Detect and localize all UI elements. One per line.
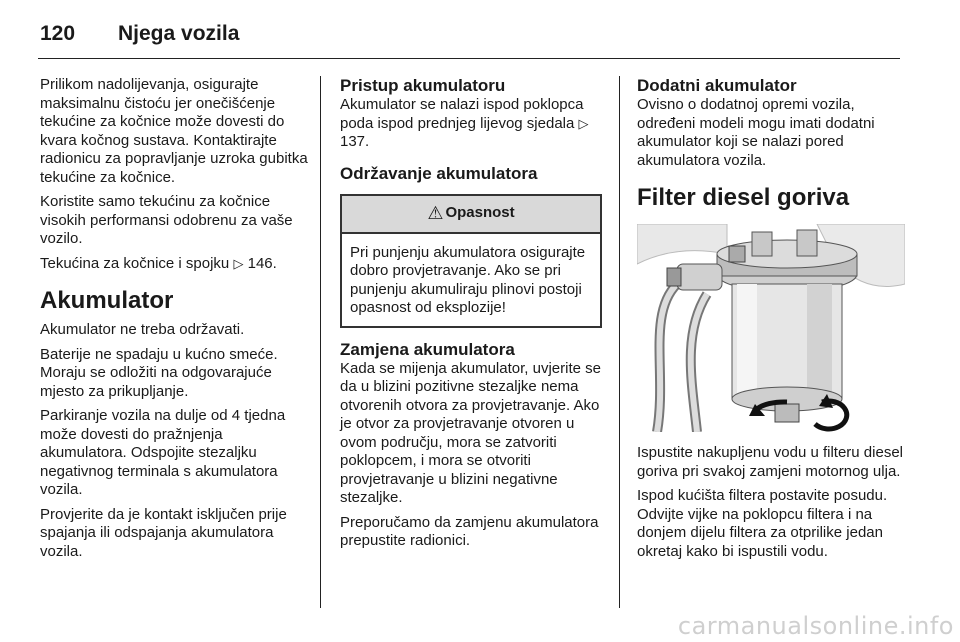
subsection-heading: Održavanje akumulatora [340, 163, 538, 183]
section-heading: Akumulator [40, 287, 174, 314]
column-2 [340, 76, 605, 557]
subsection-heading: Dodatni akumulator [637, 76, 797, 95]
page-number: 120 [40, 22, 76, 45]
section-heading: Filter diesel goriva [637, 184, 850, 211]
paragraph-text: Akumulator se nalazi ispod poklopca poda ispod prednjeg lijevog sjedala [340, 96, 584, 132]
page-reference[interactable]: 146. [247, 254, 277, 272]
fuel-filter-illustration [637, 224, 905, 432]
page-reference-icon: ▷ [233, 255, 244, 271]
warning-triangle-icon: ⚠ [427, 203, 444, 224]
warning-box [340, 194, 602, 328]
paragraph: Ispod kućišta filtera postavite posudu. Odvijte vijke na poklopcu filtera i na donjem dijelu filtera za otprilike jedan okretaj kako bi ispustili vodu. [637, 487, 888, 560]
paragraph: Ispustite nakupljenu vodu u filteru diesel goriva pri svakoj zamjeni motornog ulja. [637, 444, 904, 480]
paragraph: Ovisno o dodatnoj opremi vozila, određeni modeli mogu imati dodatni akumulator koji se nalazi pored akumulatora vozila. [637, 96, 875, 169]
subsection-heading: Pristup akumulatoru [340, 76, 506, 95]
paragraph: Koristite samo tekućinu za kočnice visokih performansi odobrenu za vaše vozilo. [40, 193, 293, 247]
column-divider [320, 76, 321, 608]
paragraph: Preporučamo da zamjenu akumulatora prepustite radionici. [340, 513, 599, 549]
page-title: Njega vozila [118, 22, 240, 45]
paragraph [40, 255, 310, 274]
page-reference-icon: ▷ [578, 115, 589, 131]
paragraph: Kada se mijenja akumulator, uvjerite se da u blizini pozitivne stezaljke nema otvorenih otvora za provjetravanje. Ako je otvor za provjetravanje otvoren u ovom području, mora se zatvoriti poklopcem, i mora se otvoriti provjetravanje u blizini negativne stezaljke. [340, 359, 601, 506]
paragraph: Prilikom nadolijevanja, osigurajte maksimalnu čistoću jer onečišćenje tekućine za kočnice može dovesti do kvara kočnog sustava. Kontaktirajte radionicu za popravljanje uzroka gubitka tekućine za kočnice. [40, 76, 308, 186]
watermark: carmanualsonline.info [677, 612, 954, 640]
column-1 [40, 76, 310, 567]
warning-title: Opasnost [445, 204, 515, 222]
warning-header [342, 196, 600, 234]
column-3 [637, 76, 907, 567]
paragraph [340, 96, 605, 152]
page-header [38, 14, 900, 59]
subsection-heading: Zamjena akumulatora [340, 339, 515, 359]
column-divider [619, 76, 620, 608]
page-reference[interactable]: 137. [340, 133, 370, 150]
warning-text: Pri punjenju akumulatora osigurajte dobro provjetravanje. Ako se pri punjenju akumuliraju plinovi postoji opasnost od eksplozije! [350, 243, 586, 316]
paragraph-text: Tekućina za kočnice i spojku [40, 254, 230, 272]
paragraph: Baterije ne spadaju u kućno smeće. Moraju se odložiti na odgovarajuće mjesto za prikupljanje. [40, 345, 278, 400]
paragraph: Provjerite da je kontakt isključen prije spajanja ili odspajanja akumulatora vozila. [40, 505, 287, 560]
paragraph: Akumulator ne treba održavati. [40, 321, 245, 338]
paragraph: Parkiranje vozila na dulje od 4 tjedna može dovesti do pražnjenja akumulatora. Odspojite stezaljku negativnog terminala s akumulatora vozila. [40, 407, 286, 498]
